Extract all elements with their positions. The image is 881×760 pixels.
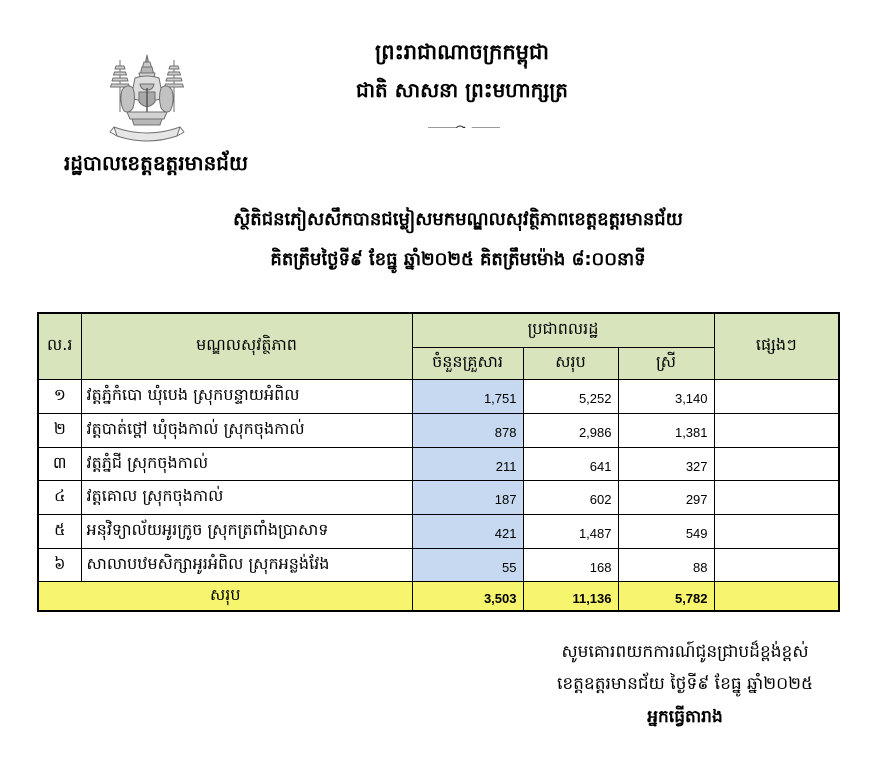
row-number: ៥ (38, 514, 81, 548)
female-count: 3,140 (618, 379, 714, 413)
header-female: ស្រី (618, 347, 714, 379)
header-families: ចំនួនគ្រួសារ (412, 347, 523, 379)
safe-center-name: អនុវិទ្យាល័យអូរក្រូច ស្រុកត្រពាំងប្រាសាទ (81, 514, 412, 548)
notes-cell (714, 379, 839, 413)
female-count: 1,381 (618, 413, 714, 447)
female-count: 297 (618, 480, 714, 514)
families-count: 211 (412, 447, 523, 480)
families-count: 55 (412, 548, 523, 581)
row-number: ៦ (38, 548, 81, 581)
table-row (38, 413, 839, 447)
total-count: 5,252 (523, 379, 618, 413)
safe-center-name: វត្តបាត់ថ្ពៅ ឃុំចុងកាល់ ស្រុកចុងកាល់ (81, 413, 412, 447)
female-count: 88 (618, 548, 714, 581)
totals-row (38, 581, 839, 611)
table-row (38, 548, 839, 581)
female-count: 549 (618, 514, 714, 548)
ornamental-divider-icon (428, 118, 500, 128)
row-number: ២ (38, 413, 81, 447)
row-number: ៣ (38, 447, 81, 480)
totals-notes (714, 581, 839, 611)
table-row (38, 447, 839, 480)
table-author-label: អ្នកធ្វើតារាង (647, 707, 723, 727)
header-safe-center: មណ្ឌលសុវត្ថិភាព (81, 313, 412, 379)
safe-center-name: សាលាបឋមសិក្សាអូរអំពិល ស្រុកអន្លង់វែង (81, 548, 412, 581)
header-no: ល.រ (38, 313, 81, 379)
total-count: 602 (523, 480, 618, 514)
notes-cell (714, 514, 839, 548)
kingdom-heading: ព្រះរាជាណាចក្រកម្ពុជា (374, 40, 549, 64)
place-and-date: ខេត្តឧត្តរមានជ័យ ថ្ងៃទី៩ ខែធ្នូ ឆ្នាំ២០២៥ (556, 674, 814, 694)
notes-cell (714, 548, 839, 581)
families-count: 1,751 (412, 379, 523, 413)
total-count: 168 (523, 548, 618, 581)
document-subtitle: គិតត្រឹមថ្ងៃទី៩ ខែធ្នូ ឆ្នាំ២០២៥ គិតត្រឹមម៉ោង ៨:០០នាទី (270, 249, 646, 270)
table-body (38, 379, 839, 611)
royal-emblem-icon (108, 54, 186, 146)
header-notes: ផ្សេងៗ (714, 313, 839, 379)
total-count: 641 (523, 447, 618, 480)
totals-total: 11,136 (523, 581, 618, 611)
total-count: 1,487 (523, 514, 618, 548)
row-number: ៤ (38, 480, 81, 514)
header-citizens: ប្រជាពលរដ្ឋ (412, 313, 714, 347)
totals-female: 5,782 (618, 581, 714, 611)
closing-remark: សូមគោរពយកការណ៍ជូនជ្រាបដ៏ខ្ពង់ខ្ពស់ (561, 642, 809, 662)
totals-label: សរុប (38, 581, 412, 611)
evacuee-statistics-table (37, 312, 840, 612)
safe-center-name: វត្តភ្នំកំបោ ឃុំបេង ស្រុកបន្ទាយអំពិល (81, 379, 412, 413)
table-row (38, 480, 839, 514)
issuing-agency: រដ្ឋបាលខេត្តឧត្តរមានជ័យ (63, 151, 249, 175)
row-number: ១ (38, 379, 81, 413)
female-count: 327 (618, 447, 714, 480)
national-motto: ជាតិ សាសនា ព្រះមហាក្សត្រ (356, 78, 568, 102)
table-row (38, 379, 839, 413)
families-count: 878 (412, 413, 523, 447)
table-row (38, 514, 839, 548)
safe-center-name: វត្តភ្នំជី ស្រុកចុងកាល់ (81, 447, 412, 480)
families-count: 187 (412, 480, 523, 514)
header-total: សរុប (523, 347, 618, 379)
families-count: 421 (412, 514, 523, 548)
totals-families: 3,503 (412, 581, 523, 611)
safe-center-name: វត្តគោល ស្រុកចុងកាល់ (81, 480, 412, 514)
notes-cell (714, 480, 839, 514)
table-header-row (38, 313, 839, 347)
notes-cell (714, 413, 839, 447)
total-count: 2,986 (523, 413, 618, 447)
table-head (38, 313, 839, 379)
notes-cell (714, 447, 839, 480)
document-title: ស្ថិតិជនភៀសសឹកបានជម្លៀសមកមណ្ឌលសុវត្ថិភាពខេត្តឧត្តរមានជ័យ (233, 209, 683, 230)
